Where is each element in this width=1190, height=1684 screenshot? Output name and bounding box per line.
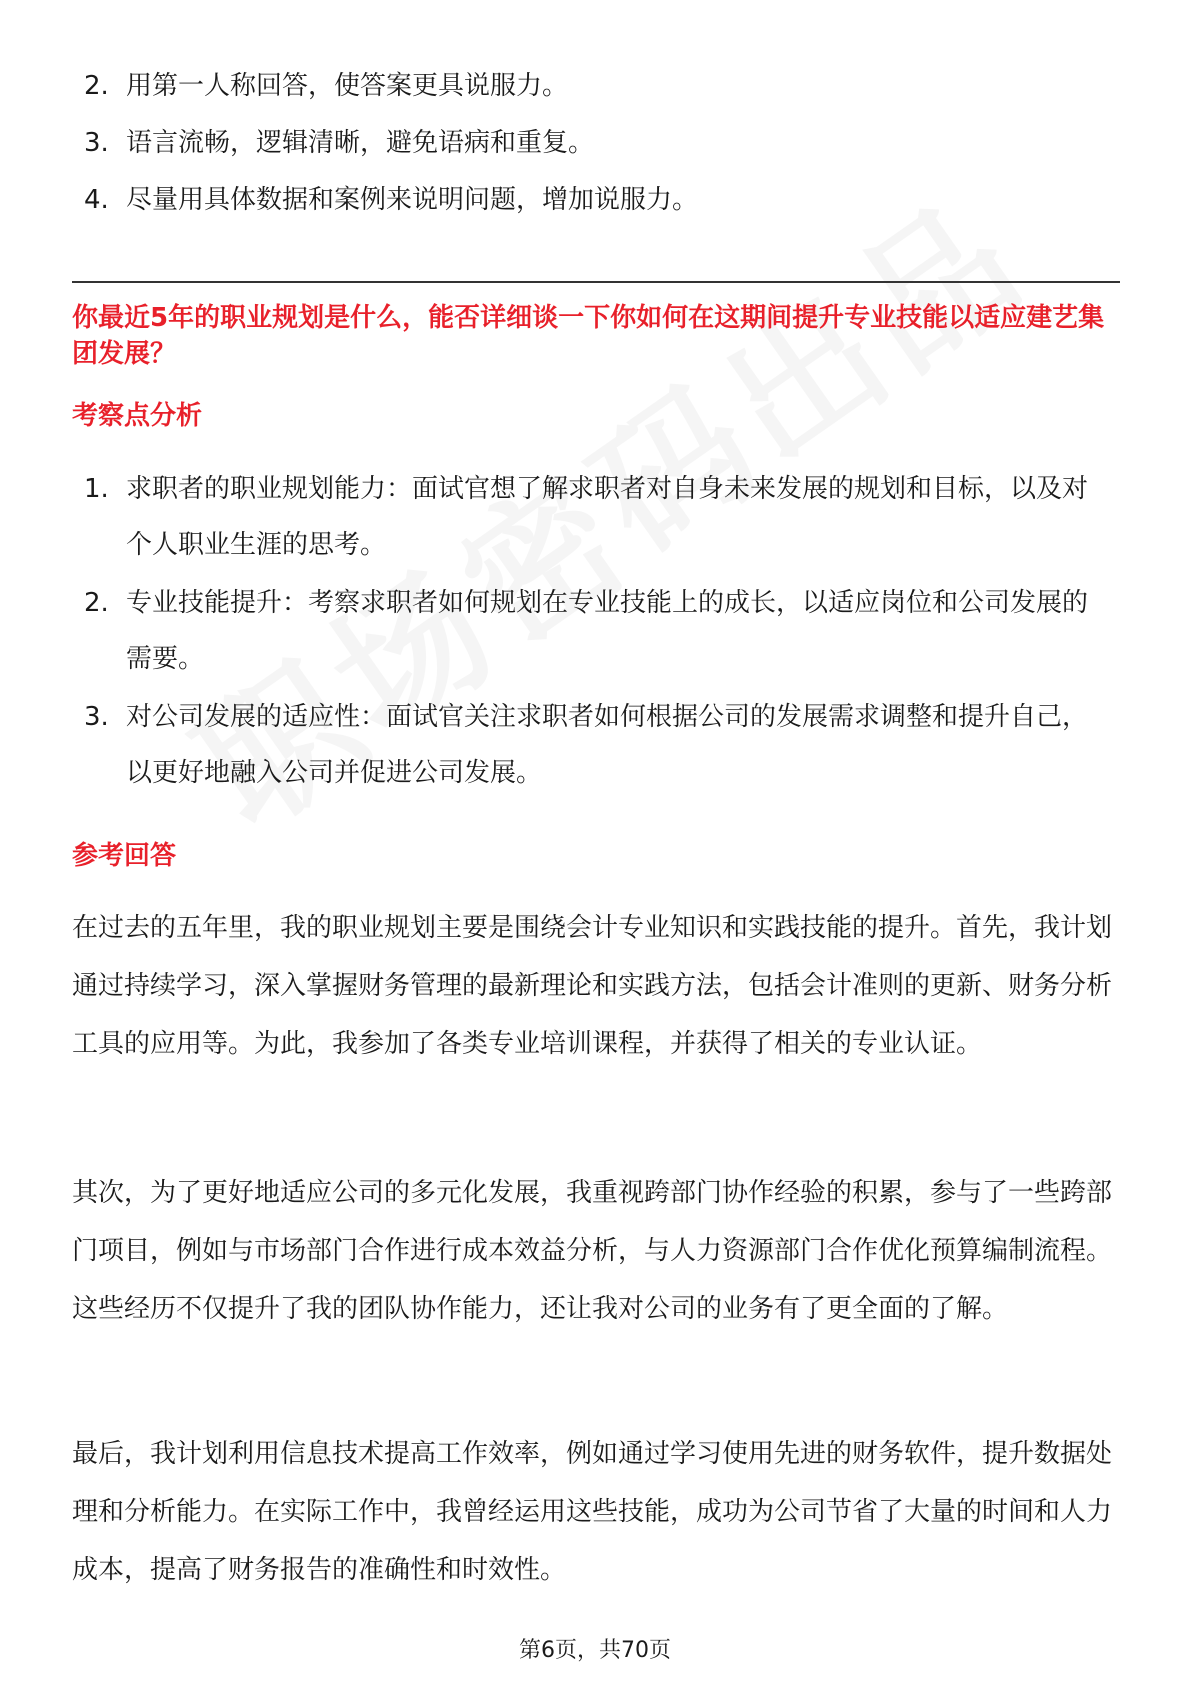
answer-paragraph: 其次，为了更好地适应公司的多元化发展，我重视跨部门协作经验的积累，参与了一些跨部门项目，例如与市场部门合作进行成本效益分析，与人力资源部门合作优化预算编制流程。这些经历不仅提升了我的团队协作能力，还让我对公司的业务有了更全面的了解。 <box>72 1178 1113 1324</box>
page-number: 第6页，共70页 <box>519 1638 671 1663</box>
list-text: 求职者的职业规划能力：面试官想了解求职者对自身未来发展的规划和目标，以及对个人职业生涯的思考。 <box>126 474 1089 560</box>
answer-heading: 参考回答 <box>72 841 177 871</box>
list-text: 专业技能提升：考察求职者如何规划在专业技能上的成长，以适应岗位和公司发展的需要。 <box>126 588 1089 674</box>
list-number: 2. <box>84 71 109 101</box>
list-item <box>0 575 1190 687</box>
interview-question: 你最近5年的职业规划是什么，能否详细谈一下你如何在这期间提升专业技能以适应建艺集团发展？ <box>72 303 1105 369</box>
list-number: 2. <box>84 588 109 618</box>
list-number: 3. <box>84 702 109 732</box>
list-item <box>0 115 1190 171</box>
list-text: 语言流畅，逻辑清晰，避免语病和重复。 <box>126 128 595 158</box>
list-item <box>0 461 1190 573</box>
analysis-heading: 考察点分析 <box>72 401 203 431</box>
requirements-list <box>0 58 1190 229</box>
answer-paragraph: 最后，我计划利用信息技术提高工作效率，例如通过学习使用先进的财务软件，提升数据处理和分析能力。在实际工作中，我曾经运用这些技能，成功为公司节省了大量的时间和人力成本，提高了财务报告的准确性和时效性。 <box>72 1439 1113 1585</box>
answer-paragraph: 在过去的五年里，我的职业规划主要是围绕会计专业知识和实践技能的提升。首先，我计划通过持续学习，深入掌握财务管理的最新理论和实践方法，包括会计准则的更新、财务分析工具的应用等。为此，我参加了各类专业培训课程，并获得了相关的专业认证。 <box>72 913 1113 1059</box>
section-divider <box>72 281 1120 283</box>
list-item <box>0 689 1190 801</box>
analysis-list <box>0 461 1190 803</box>
list-text: 用第一人称回答，使答案更具说服力。 <box>126 71 569 101</box>
list-number: 1. <box>84 474 109 504</box>
list-number: 4. <box>84 185 109 215</box>
list-item <box>0 58 1190 114</box>
list-text: 对公司发展的适应性：面试官关注求职者如何根据公司的发展需求调整和提升自己，以更好地融入公司并促进公司发展。 <box>126 702 1089 788</box>
list-text: 尽量用具体数据和案例来说明问题，增加说服力。 <box>126 185 699 215</box>
list-number: 3. <box>84 128 109 158</box>
list-item <box>0 172 1190 228</box>
